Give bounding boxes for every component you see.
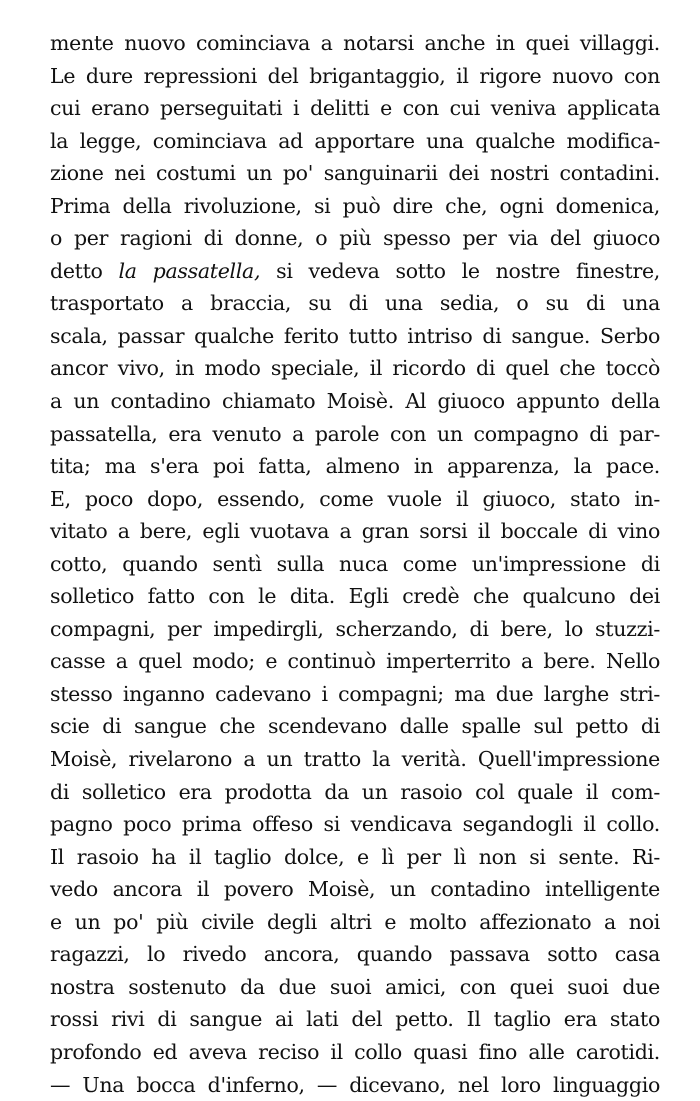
text-line-18: solletico fatto con le dita. Egli credè che qualcuno dei: [50, 580, 660, 613]
text-line-31: rossi rivi di sangue ai lati del petto. Il taglio era stato: [50, 1003, 660, 1036]
text-line-11: ancor vivo, in modo speciale, il ricordo di quel che toccò: [50, 352, 660, 385]
text-line-25: pagno poco prima offeso si vendicava segandogli il collo.: [50, 808, 660, 841]
text-line-8-after: si vedeva sotto le nostre finestre,: [260, 259, 660, 283]
text-line-29: ragazzi, lo rivedo ancora, quando passava sotto casa: [50, 938, 660, 971]
text-line-27: vedo ancora il povero Moisè, un contadino intelligente: [50, 873, 660, 906]
text-line-7: o per ragioni di donne, o più spesso per via del giuoco: [50, 222, 660, 255]
text-line-30: nostra sostenuto da due suoi amici, con quei suoi due: [50, 971, 660, 1004]
text-line-16: vitato a bere, egli vuotava a gran sorsi il boccale di vino: [50, 515, 660, 548]
text-line-19: compagni, per impedirgli, scherzando, di bere, lo stuzzi-: [50, 613, 660, 646]
text-line-10: scala, passar qualche ferito tutto intriso di sangue. Serbo: [50, 320, 660, 353]
text-line-32: profondo ed aveva reciso il collo quasi fino alle carotidi.: [50, 1036, 660, 1069]
text-line-33: — Una bocca d'inferno, — dicevano, nel loro linguaggio: [50, 1069, 660, 1101]
text-line-5: zione nei costumi un po' sanguinarii dei nostri contadini.: [50, 157, 660, 190]
text-line-1: mente nuovo cominciava a notarsi anche in quei villaggi.: [50, 27, 660, 60]
text-line-26: Il rasoio ha il taglio dolce, e lì per lì non si sente. Ri-: [50, 841, 660, 874]
text-line-15: E, poco dopo, essendo, come vuole il giuoco, stato in-: [50, 483, 660, 516]
text-line-4: la legge, cominciava ad apportare una qualche modifica-: [50, 125, 660, 158]
text-line-24: di solletico era prodotta da un rasoio col quale il com-: [50, 776, 660, 809]
text-line-2: Le dure repressioni del brigantaggio, il rigore nuovo con: [50, 60, 660, 93]
body-text: [50, 27, 660, 1101]
text-line-14: tita; ma s'era poi fatta, almeno in apparenza, la pace.: [50, 450, 660, 483]
text-line-17: cotto, quando sentì sulla nuca come un'impressione di: [50, 548, 660, 581]
text-line-22: scie di sangue che scendevano dalle spalle sul petto di: [50, 710, 660, 743]
text-line-8: [50, 255, 660, 288]
italic-term: la passatella,: [119, 259, 261, 283]
text-line-12: a un contadino chiamato Moisè. Al giuoco appunto della: [50, 385, 660, 418]
text-line-23: Moisè, rivelarono a un tratto la verità. Quell'impressione: [50, 743, 660, 776]
text-line-8-before: detto: [50, 259, 119, 283]
text-line-21: stesso inganno cadevano i compagni; ma due larghe stri-: [50, 678, 660, 711]
text-line-9: trasportato a braccia, su di una sedia, o su di una: [50, 287, 660, 320]
text-line-20: casse a quel modo; e continuò imperterrito a bere. Nello: [50, 645, 660, 678]
text-line-28: e un po' più civile degli altri e molto affezionato a noi: [50, 906, 660, 939]
text-line-13: passatella, era venuto a parole con un compagno di par-: [50, 418, 660, 451]
text-line-3: cui erano perseguitati i delitti e con cui veniva applicata: [50, 92, 660, 125]
text-line-6: Prima della rivoluzione, si può dire che, ogni domenica,: [50, 190, 660, 223]
